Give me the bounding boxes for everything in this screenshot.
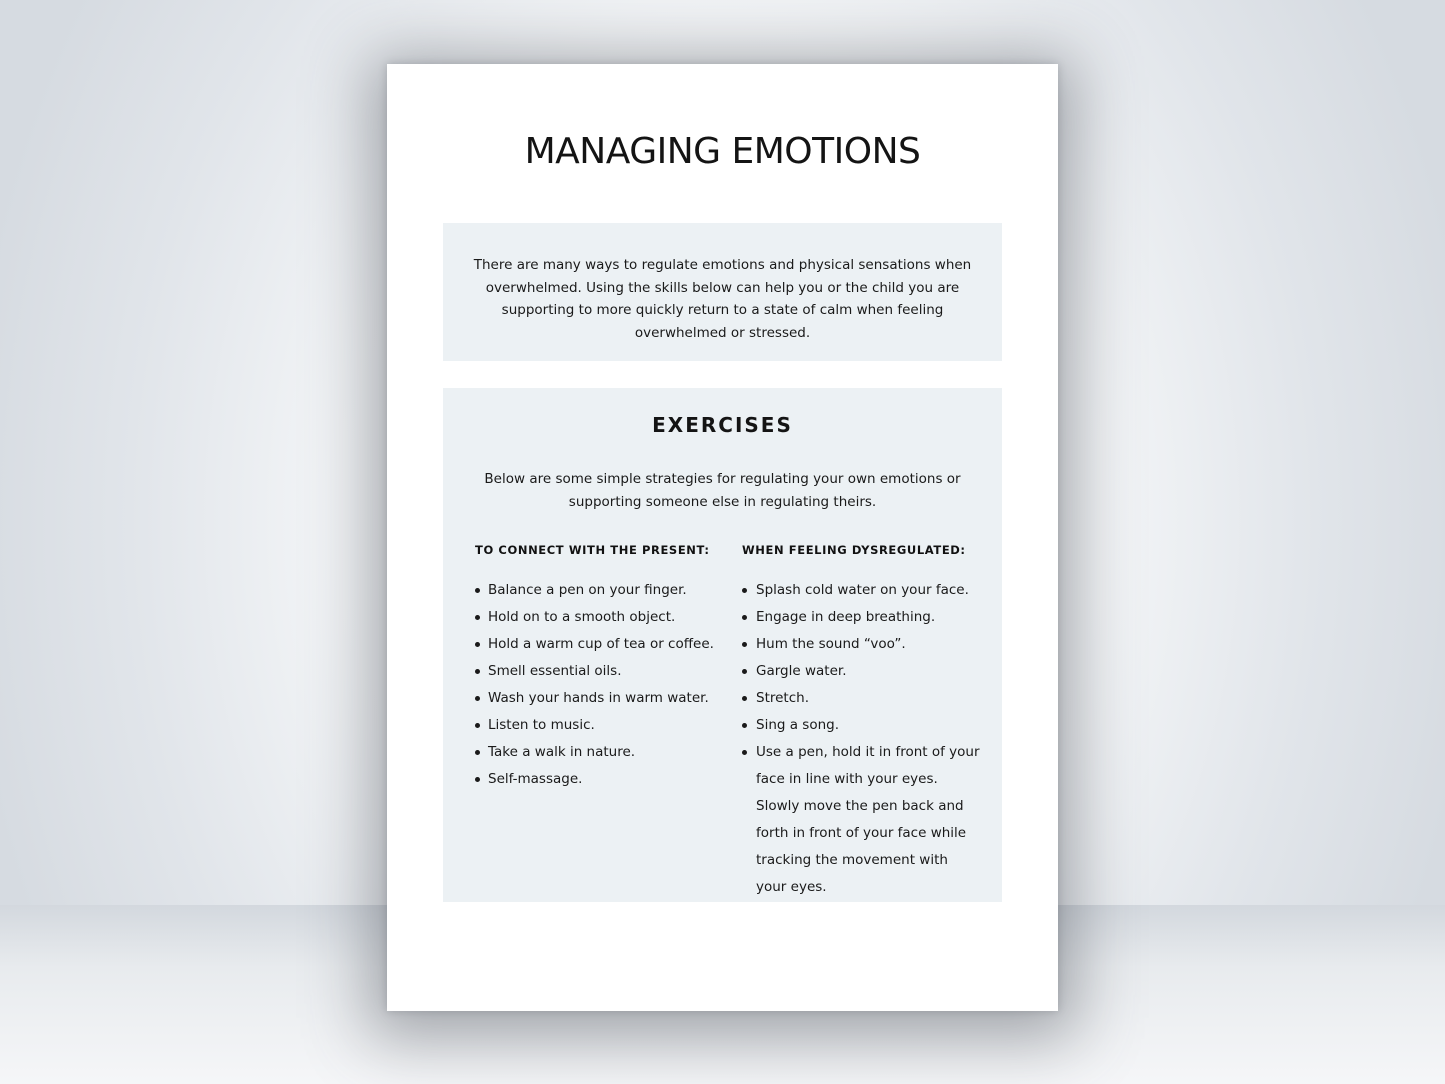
- list-item: Take a walk in nature.: [475, 739, 715, 766]
- bullet-icon: [742, 588, 747, 593]
- bullet-icon: [475, 723, 480, 728]
- list-item: Smell essential oils.: [475, 658, 715, 685]
- exercises-panel: [443, 388, 1002, 902]
- list-item: Wash your hands in warm water.: [475, 685, 715, 712]
- list-item: Engage in deep breathing.: [742, 604, 982, 631]
- bullet-icon: [742, 750, 747, 755]
- list-item: Hold a warm cup of tea or coffee.: [475, 631, 715, 658]
- column-heading: WHEN FEELING DYSREGULATED:: [742, 543, 966, 557]
- list-item: Hum the sound “voo”.: [742, 631, 982, 658]
- bullet-icon: [475, 642, 480, 647]
- exercises-heading: EXERCISES: [652, 413, 793, 437]
- list-item: Listen to music.: [475, 712, 715, 739]
- bullet-icon: [475, 696, 480, 701]
- intro-text: There are many ways to regulate emotions and physical sensations when overwhelmed. Using the skills below can help you or the child you are supporting to more quickly return to a state of calm when feeling overwhelmed or stressed.: [473, 257, 972, 342]
- column-connect-present: [475, 542, 715, 793]
- exercises-description: Below are some simple strategies for regulating your own emotions or supporting someone else in regulating theirs.: [484, 471, 961, 510]
- bullet-icon: [475, 777, 480, 782]
- list-item: Self-massage.: [475, 766, 715, 793]
- bullet-icon: [742, 723, 747, 728]
- bullet-icon: [475, 750, 480, 755]
- bullet-list: [475, 577, 715, 793]
- list-item: Sing a song.: [742, 712, 982, 739]
- document-page: [387, 64, 1058, 1011]
- list-item: Stretch.: [742, 685, 982, 712]
- list-item: Gargle water.: [742, 658, 982, 685]
- bullet-icon: [475, 615, 480, 620]
- intro-panel: [443, 223, 1002, 361]
- bullet-icon: [475, 588, 480, 593]
- column-heading: TO CONNECT WITH THE PRESENT:: [475, 543, 710, 557]
- list-item: Use a pen, hold it in front of your face in line with your eyes. Slowly move the pen back and forth in front of your face while tracking the movement with your eyes.: [742, 739, 982, 901]
- list-item: Hold on to a smooth object.: [475, 604, 715, 631]
- bullet-icon: [475, 669, 480, 674]
- column-dysregulated: [742, 542, 982, 901]
- list-item: Splash cold water on your face.: [742, 577, 982, 604]
- bullet-icon: [742, 696, 747, 701]
- bullet-icon: [742, 615, 747, 620]
- bullet-list: [742, 577, 982, 901]
- bullet-icon: [742, 642, 747, 647]
- bullet-icon: [742, 669, 747, 674]
- page-title: MANAGING EMOTIONS: [524, 131, 921, 172]
- list-item: Balance a pen on your finger.: [475, 577, 715, 604]
